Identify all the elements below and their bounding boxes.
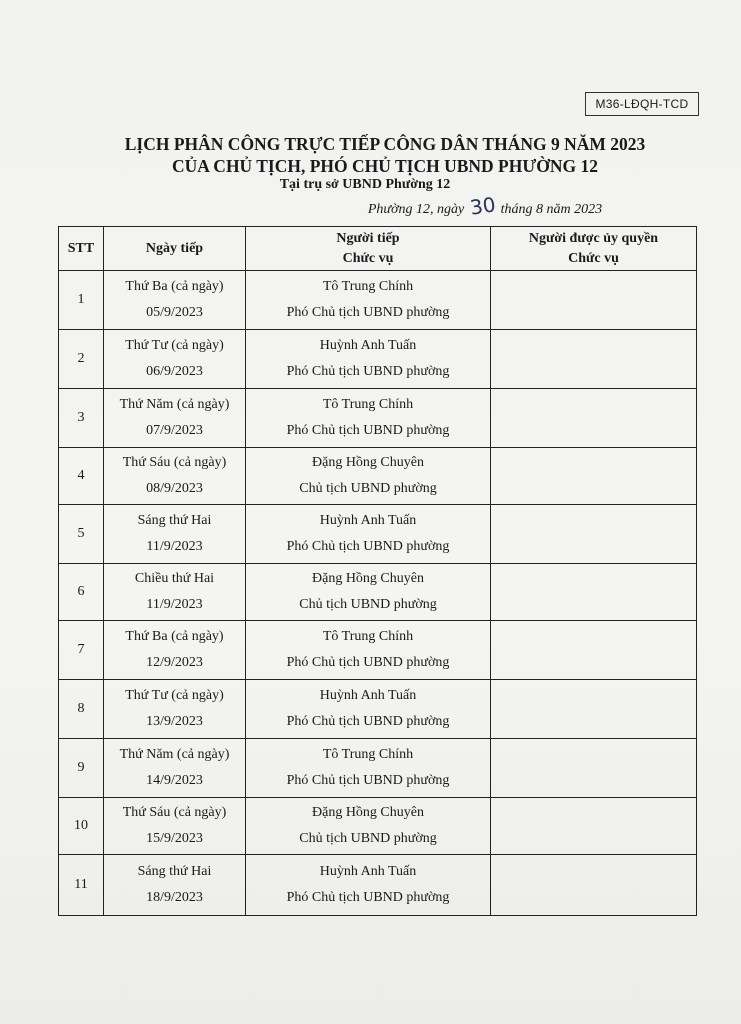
row-date: 05/9/2023: [146, 305, 203, 320]
row-receiver-position: Chủ tịch UBND phường: [299, 481, 437, 496]
row-receiver-cell: [246, 680, 491, 739]
row-receiver-position: Phó Chủ tịch UBND phường: [286, 655, 450, 670]
table-row: [59, 505, 697, 564]
row-date: 18/9/2023: [146, 890, 203, 905]
row-receiver-position: Phó Chủ tịch UBND phường: [286, 364, 450, 379]
row-stt: 3: [59, 389, 104, 448]
row-stt: 4: [59, 448, 104, 505]
row-receiver-position: Phó Chủ tịch UBND phường: [286, 305, 450, 320]
row-receiver-name: Tô Trung Chính: [322, 279, 414, 294]
row-receiver-name: Tô Trung Chính: [322, 747, 414, 762]
row-day: Thứ Sáu (cả ngày): [122, 805, 227, 820]
date-prefix: Phường 12, ngày: [367, 202, 465, 217]
row-day: Thứ Năm (cả ngày): [119, 397, 230, 412]
row-stt: 9: [59, 739, 104, 798]
row-date-cell: [104, 798, 246, 855]
document-subtitle: Tại trụ sở UBND Phường 12: [279, 177, 451, 192]
row-date-cell: [104, 448, 246, 505]
header-receiver-name: Người tiếp: [336, 230, 400, 246]
row-delegate-cell: [491, 505, 697, 564]
row-day: Thứ Ba (cả ngày): [125, 629, 224, 644]
schedule-table: [58, 226, 697, 916]
row-day: Thứ Tư (cả ngày): [125, 338, 224, 353]
row-date-cell: [104, 389, 246, 448]
row-date: 11/9/2023: [146, 597, 203, 612]
row-receiver-position: Chủ tịch UBND phường: [299, 831, 437, 846]
row-date-cell: [104, 564, 246, 621]
table-row: [59, 798, 697, 855]
row-delegate-cell: [491, 855, 697, 916]
table-row: [59, 271, 697, 330]
row-receiver-name: Huỳnh Anh Tuấn: [319, 338, 417, 353]
row-delegate-cell: [491, 448, 697, 505]
table-row: [59, 330, 697, 389]
table-row: [59, 739, 697, 798]
row-receiver-position: Phó Chủ tịch UBND phường: [286, 773, 450, 788]
document-code-box: M36-LĐQH-TCD: [585, 92, 699, 116]
row-receiver-cell: [246, 330, 491, 389]
document-title-line2: CỦA CHỦ TỊCH, PHÓ CHỦ TỊCH UBND PHƯỜNG 12: [171, 156, 599, 176]
document-title-line1: LỊCH PHÂN CÔNG TRỰC TIẾP CÔNG DÂN THÁNG 9 NĂM 2023: [124, 134, 646, 154]
row-receiver-position: Phó Chủ tịch UBND phường: [286, 714, 450, 729]
row-day: Sáng thứ Hai: [137, 864, 212, 879]
row-date: 11/9/2023: [146, 539, 203, 554]
row-delegate-cell: [491, 621, 697, 680]
row-receiver-cell: [246, 448, 491, 505]
row-date: 14/9/2023: [146, 773, 203, 788]
row-delegate-cell: [491, 680, 697, 739]
row-delegate-cell: [491, 798, 697, 855]
row-day: Thứ Năm (cả ngày): [119, 747, 230, 762]
row-receiver-name: Tô Trung Chính: [322, 397, 414, 412]
header-receiver-position: Chức vụ: [342, 250, 394, 266]
header-delegate-name: Người được ủy quyền: [528, 230, 659, 246]
schedule-table-body: [59, 271, 697, 916]
row-date: 08/9/2023: [146, 481, 203, 496]
row-receiver-cell: [246, 798, 491, 855]
row-stt: 11: [59, 855, 104, 916]
row-receiver-position: Phó Chủ tịch UBND phường: [286, 890, 450, 905]
row-date: 13/9/2023: [146, 714, 203, 729]
row-receiver-position: Phó Chủ tịch UBND phường: [286, 539, 450, 554]
row-day: Chiều thứ Hai: [134, 571, 215, 586]
row-receiver-name: Đặng Hồng Chuyên: [312, 571, 424, 586]
header-stt: STT: [59, 227, 104, 271]
row-receiver-position: Phó Chủ tịch UBND phường: [286, 423, 450, 438]
row-day: Thứ Sáu (cả ngày): [122, 455, 227, 470]
row-delegate-cell: [491, 271, 697, 330]
row-receiver-cell: [246, 505, 491, 564]
header-date: Ngày tiếp: [104, 227, 246, 271]
row-delegate-cell: [491, 739, 697, 798]
row-stt: 1: [59, 271, 104, 330]
row-date-cell: [104, 855, 246, 916]
row-date-cell: [104, 505, 246, 564]
row-delegate-cell: [491, 389, 697, 448]
row-receiver-cell: [246, 389, 491, 448]
row-delegate-cell: [491, 564, 697, 621]
row-stt: 8: [59, 680, 104, 739]
table-row: [59, 448, 697, 505]
row-date-cell: [104, 330, 246, 389]
row-date-cell: [104, 739, 246, 798]
header-receiver: [246, 227, 491, 271]
table-row: [59, 680, 697, 739]
row-receiver-name: Tô Trung Chính: [322, 629, 414, 644]
table-row: [59, 389, 697, 448]
date-suffix: tháng 8 năm 2023: [500, 202, 603, 217]
row-receiver-cell: [246, 271, 491, 330]
row-receiver-cell: [246, 621, 491, 680]
row-date-cell: [104, 271, 246, 330]
row-receiver-name: Huỳnh Anh Tuấn: [319, 513, 417, 528]
row-receiver-position: Chủ tịch UBND phường: [299, 597, 437, 612]
row-receiver-cell: [246, 739, 491, 798]
row-stt: 7: [59, 621, 104, 680]
row-receiver-name: Đặng Hồng Chuyên: [312, 805, 424, 820]
row-day: Thứ Tư (cả ngày): [125, 688, 224, 703]
row-receiver-cell: [246, 564, 491, 621]
row-delegate-cell: [491, 330, 697, 389]
row-receiver-name: Huỳnh Anh Tuấn: [319, 864, 417, 879]
handwritten-day: 30: [468, 192, 497, 220]
header-delegate-position: Chức vụ: [568, 250, 619, 266]
table-row: [59, 855, 697, 916]
row-date: 06/9/2023: [146, 364, 203, 379]
row-day: Thứ Ba (cả ngày): [125, 279, 224, 294]
row-stt: 5: [59, 505, 104, 564]
header-delegate: [491, 227, 697, 271]
row-date: 12/9/2023: [146, 655, 203, 670]
row-receiver-cell: [246, 855, 491, 916]
row-day: Sáng thứ Hai: [137, 513, 212, 528]
row-receiver-name: Đặng Hồng Chuyên: [312, 455, 424, 470]
row-date-cell: [104, 621, 246, 680]
table-row: [59, 621, 697, 680]
row-stt: 2: [59, 330, 104, 389]
row-date: 07/9/2023: [146, 423, 203, 438]
row-receiver-name: Huỳnh Anh Tuấn: [319, 688, 417, 703]
document-date-line: [320, 194, 650, 218]
row-date: 15/9/2023: [146, 831, 203, 846]
row-date-cell: [104, 680, 246, 739]
table-header-row: [59, 227, 697, 271]
row-stt: 6: [59, 564, 104, 621]
row-stt: 10: [59, 798, 104, 855]
table-row: [59, 564, 697, 621]
